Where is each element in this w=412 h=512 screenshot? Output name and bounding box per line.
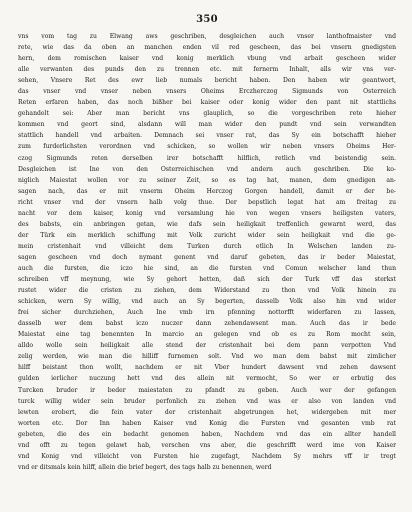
- text-line: worten etc. Dor Inn haben Kaiser vnd Konig die Fursten vnd gesanten vmb rat: [18, 419, 396, 427]
- text-line: kommen vnd geort sind, alsdann will man wider den pundt vnd sein verwandten: [18, 121, 396, 129]
- text-line: Maiestat eine tag benennten In marcio an gelegen vnd ob es zu Rom mocht sein,: [18, 331, 396, 339]
- document-body-text: [18, 31, 396, 473]
- text-line: frei sicher durchziehen, Auch Ine vmb irn pfenning nottorfft widerfaren zu lassen,: [18, 309, 396, 317]
- text-line: schreiben vff meynung, wie Sy gehort hetten, daß sich der Turk vff das sterkst: [18, 276, 396, 284]
- text-line: zelig werden, wie man die hilliff furnemen solt. Vnd wo man dem babst mit zimlicher: [18, 353, 396, 361]
- text-line: Desgleichen ist Ine von den Osterreichischen vnd andern auch geschriben. Die ko-: [18, 165, 396, 173]
- text-line: sagen nach, das er mit vnserm Oheim Herczog Gorgen handell, damit er der be-: [18, 187, 396, 195]
- text-line: niglich Maiestat wollen vor zu seiner Zeit, so es tag hat, manen, dem gnedigen an-: [18, 176, 396, 184]
- text-line: lewten erobert, die fein vater der cristenhait abgetrungen het, widergeben mit mer: [18, 408, 396, 416]
- text-line: alldo wolle sein heiligkait alle stend der cristenhait bei dem pann verpotten Vnd: [18, 342, 396, 350]
- text-line: gulden ierlicher nuczung hett vnd des allein nit vermocht, So wer er erbutig des: [18, 375, 396, 383]
- text-line: sehen, Vnsere Ret des ewr lieb numals bericht haben. Den haben wir geantwort,: [18, 77, 396, 85]
- text-line: vns vom tag zu Elwang aws geschriben, desgleichen auch vnser lanthofmaister vnd: [18, 33, 396, 40]
- text-line: des babsts, ein anbringen getan, wie dafs sein heiligkait treffenlich gewarnt werd, das: [18, 220, 396, 228]
- text-line: sagen gescheen vnd doch nymant genent vnd daruf gebeten, das ir beder Maiestat,: [18, 253, 396, 261]
- text-line: czog Sigmunds reten derselben irer botschafft hilflich, retlich vnd beistendig sein.: [18, 154, 396, 162]
- text-line: vnd er ditsmals kein hilff, allein die brief begert, des tags halb zu benennen, werd: [18, 463, 272, 471]
- text-line: richt vnser vnd der vnsern halb volg thue. Der bepstlich legat hat am freitag zu: [18, 198, 396, 206]
- text-line: der Türk ein merklich schiffung mit Volk zuricht wider sein heiligkait vnd die ge-: [18, 231, 396, 239]
- text-line: nacht vor dem kaiser, konig vnd versamlung hie von wegen vnsers heiligsten vaters,: [18, 209, 396, 217]
- text-line: schicken, wern Sy willig, vnd auch an Sy begerten, dasselb Volk also hin vnd wider: [18, 298, 396, 306]
- text-line: Reten erfaren haben, das noch bißher bei kaiser oder konig wider den pant nit stattlichs: [18, 99, 396, 107]
- text-line: das vnser vnd vnser neben vnsers Oheims Erczherczog Sigmunds von Osterreich: [18, 88, 396, 96]
- text-line: mein cristenhait vnd villeicht dem Turken durch etlich In Welschen landen zu-: [18, 242, 396, 250]
- text-line: gehandelt sei: Aber man bericht vns glauplich, so die vorgeschriben rete hieher: [18, 110, 396, 118]
- text-line: Turcken bruder ir beder maiestaten zu pfandt zu geben. Auch wer der gefangen: [18, 386, 396, 394]
- text-line: zum furderlichsten verordnen vnd schicken, so wollen wir neben vnsers Oheims Her-: [18, 143, 396, 151]
- text-line: vnd offt zu tegen gelawt hab, verschen vns aber, die geschrifft werd ime von Kaiser: [18, 441, 396, 449]
- text-line: turck willig wider sein bruder perfonlich zu ziehen vnd was er also von landen vnd: [18, 397, 396, 405]
- text-line: rustet wider die cristen zu ziehen, dem Widerstand zu thon vnd Volk hinein zu: [18, 287, 396, 295]
- text-line: alle verwanten des punds den zu trennen etc. mit fernerm Inhalt, alls wir vns ver-: [18, 66, 396, 74]
- text-line: gebeten, die des ein bedacht genomen haben, Nachdem vnd das ein allter handell: [18, 430, 396, 438]
- text-line: hern, dem romischen kaiser vnd konig merklich vbung vnd arbait gescheen wider: [18, 55, 396, 63]
- text-line: dasselb wer dem babst iczo nuczer dann zehendawsent man. Auch das ir bede: [18, 320, 396, 328]
- text-line: rete, wie das da oben an manchen enden vil red gescheen, das bei vnsern gnedigsten: [18, 44, 396, 52]
- text-line: stattlich handell vnd arbaiten. Demnach sei vnser rat, das Sy ein botschafft hieher: [18, 132, 396, 140]
- text-line: auch die fursten, die iczo hie sind, an die fursten vnd Comun welscher land thun: [18, 264, 396, 272]
- text-line: vnd Konig vnd villeicht von Fursten hie zugefagt, Nachdem Sy mehrs vff ir tregt: [18, 452, 396, 460]
- text-line: hilff beistant thon wollt, nachdem er nit Vber hundert dawsent vnd zehen dawsent: [18, 364, 396, 372]
- page-number: 350: [196, 14, 218, 25]
